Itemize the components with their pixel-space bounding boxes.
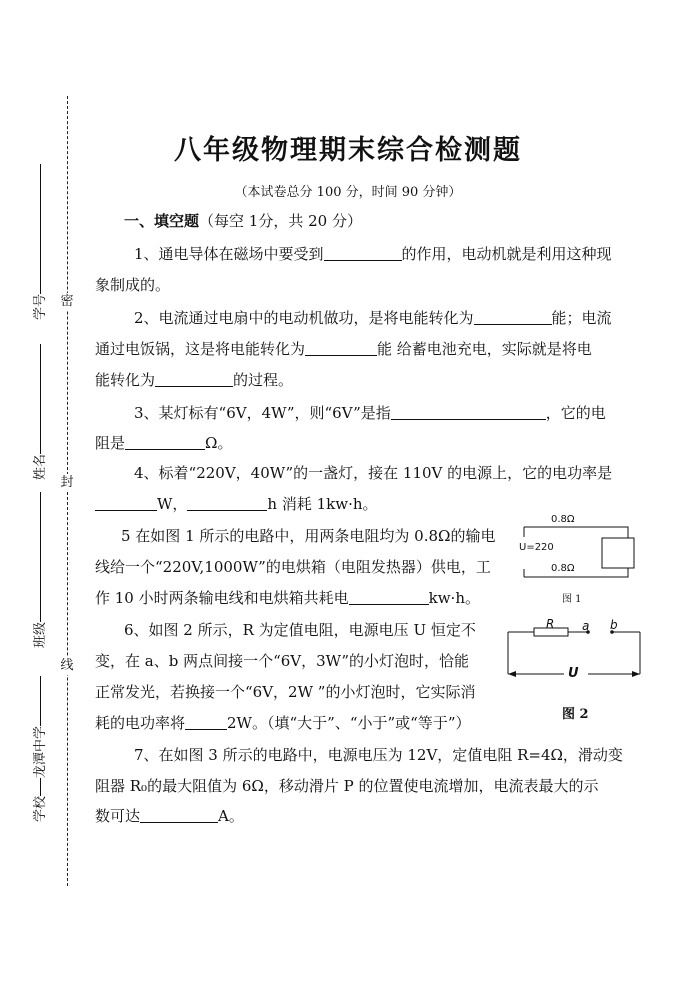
q3-text-d: Ω。: [205, 434, 233, 452]
q1-line2: 象制成的。: [95, 276, 171, 294]
q5-text-b: kw·h。: [428, 589, 480, 607]
q6-text-b: 2W。（填“大于”、“小于”或“等于”）: [227, 714, 471, 732]
q3-text-c: 阻是: [95, 434, 126, 452]
section-note: （每空 1分，共 20 分）: [199, 212, 362, 230]
q3-blank-1[interactable]: [391, 404, 546, 420]
q1-line1: [134, 244, 612, 264]
q2-text-e: 能转化为: [95, 371, 156, 389]
margin-char-mi: 密: [58, 293, 76, 311]
q5-blank-1[interactable]: [349, 589, 429, 605]
class-blank: [40, 492, 41, 622]
q6-line4: [95, 713, 471, 733]
school-value: 龙潭中学: [33, 725, 48, 778]
q4-line2: [95, 494, 378, 514]
fig2-u-label: U: [568, 666, 579, 681]
q7-text-a: 数可达: [95, 807, 141, 825]
fig2-b-label: b: [610, 618, 618, 632]
q6-line1: 6、如图 2 所示，R 为定值电阻，电源电压 U 恒定不: [124, 621, 476, 639]
fig2-r-label: R: [546, 617, 555, 631]
q1-text-a: 1、通电导体在磁场中要受到: [134, 245, 324, 263]
q2-blank-1[interactable]: [474, 309, 552, 325]
q5-text-a: 作 10 小时两条输电线和电烘箱共耗电: [95, 589, 349, 607]
q7-line1: 7、在如图 3 所示的电路中，电源电压为 12V，定值电阻 R=4Ω，滑动变: [134, 746, 623, 764]
q5-line2: 线给一个“220V,1000W”的电烘箱（电阻发热器）供电，工: [95, 558, 491, 576]
student-id-label: 学号: [33, 293, 48, 320]
margin-school: [33, 676, 49, 822]
q7-line2: 阻器 R₀的最大阻值为 6Ω，移动滑片 P 的位置使电流增加，电流表最大的示: [95, 777, 599, 795]
q2-text-a: 2、电流通过电扇中的电动机做功，是将电能转化为: [134, 309, 474, 327]
q3-line2: [95, 433, 232, 453]
q4-text-a: W，: [157, 495, 188, 513]
fig1-r-bottom: 0.8Ω: [551, 563, 575, 574]
q7-blank-1[interactable]: [140, 807, 218, 823]
q3-line1: [134, 403, 606, 423]
margin-char-feng: 封: [58, 474, 76, 492]
q3-blank-2[interactable]: [125, 434, 205, 450]
fig1-r-top: 0.8Ω: [551, 514, 575, 525]
q4-text-b: h 消耗 1kw·h。: [267, 495, 378, 513]
section-heading: [124, 211, 362, 231]
q2-line2: [95, 339, 592, 359]
heater-box: [602, 538, 634, 568]
q2-line1: [134, 308, 612, 328]
q2-text-b: 能；电流: [551, 309, 612, 327]
q5-line3: [95, 588, 480, 608]
q7-line3: [95, 806, 244, 826]
name-label: 姓名: [33, 453, 48, 480]
class-label: 班级: [33, 621, 48, 648]
margin-char-xian: 线: [58, 657, 76, 675]
q3-text-a: 3、某灯标有“6V，4W”，则“6V”是指: [134, 404, 391, 422]
q6-text-a: 耗的电功率将: [95, 714, 186, 732]
q4-blank-1[interactable]: [95, 495, 157, 511]
q4-line1: 4、标着“220V，40W”的一盏灯，接在 110V 的电源上，它的电功率是: [134, 464, 613, 482]
exam-subtitle: （本试卷总分 100 分，时间 90 分钟）: [234, 185, 462, 200]
q6-blank-1[interactable]: [185, 714, 227, 730]
fig1-caption: 图 1: [562, 594, 582, 605]
q7-text-b: A。: [218, 807, 244, 825]
q1-blank-1[interactable]: [324, 245, 402, 261]
margin-class: [33, 492, 49, 648]
q5-line1: 5 在如图 1 所示的电路中，用两条电阻均为 0.8Ω的输电: [121, 527, 496, 545]
exam-title: 八年级物理期末综合检测题: [174, 135, 522, 166]
q2-text-d: 能 给蓄电池充电，实际就是将电: [377, 340, 592, 358]
fig1-voltage: U=220: [519, 542, 554, 553]
q2-blank-3[interactable]: [155, 371, 233, 387]
name-blank: [40, 344, 41, 454]
margin-name: [33, 344, 49, 480]
q6-line2: 变，在 a、b 两点间接一个“6V，3W”的小灯泡时，恰能: [95, 652, 470, 670]
q2-text-c: 通过电饭锅，这是将电能转化为: [95, 340, 306, 358]
q1-text-b: 的作用，电动机就是利用这种现: [401, 245, 612, 263]
fig2-a-label: a: [582, 619, 590, 633]
q3-text-b: ，它的电: [545, 404, 606, 422]
q2-line3: [95, 370, 293, 390]
q2-blank-2[interactable]: [305, 340, 377, 356]
section-title: 一、填空题: [124, 212, 200, 230]
q4-blank-2[interactable]: [187, 495, 267, 511]
q6-line3: 正常发光，若换接一个“6V，2W ”的小灯泡时，它实际消: [95, 683, 476, 701]
school-label: 学校: [33, 795, 48, 822]
fig2-caption: 图 2: [562, 707, 589, 722]
q2-text-f: 的过程。: [233, 371, 294, 389]
